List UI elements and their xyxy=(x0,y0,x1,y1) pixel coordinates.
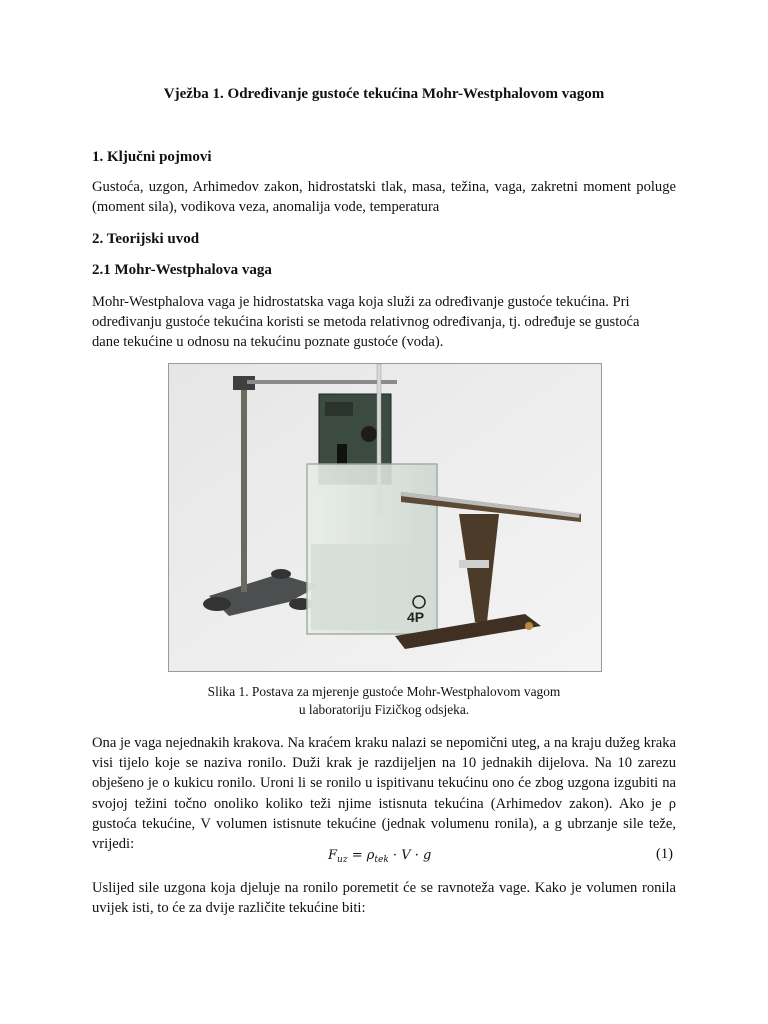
equation-rhs-rho: = ρ xyxy=(351,848,375,863)
intro-paragraph: Mohr-Westphalova vaga je hidrostatska vaga koja služi za određivanje gustoće tekućina. Pri određivanju gustoće tekućina koristi se metoda relativnog određivanja, tj. određuje se gustoća dane tekućine u odnosu na tekućinu poznate gustoće (voda). xyxy=(92,294,640,351)
equation-rhs-rest: · V · g xyxy=(388,848,432,863)
section-heading-theory: 2. Teorijski uvod xyxy=(92,231,200,247)
figure-caption xyxy=(168,683,600,719)
figure-caption-line-2: u laboratoriju Fizičkog odsjeka. xyxy=(298,702,470,717)
equation-buoyancy xyxy=(328,848,431,865)
page-title: Vježba 1. Određivanje gustoće tekućina Mohr-Westphalovom vagom xyxy=(163,86,605,102)
section-heading-key-terms: 1. Ključni pojmovi xyxy=(92,149,212,165)
body-paragraph-1: Ona je vaga nejednakih krakova. Na kraćem kraku nalazi se nepomični uteg, a na kraju dužeg kraka visi tijelo koje se naziva ronilo. Duži krak je razdijeljen na 10 jednakih dijelova. Na 10 zarezu obješeno je o kukicu ronilo. Uroni li se ronilo u ispitivanu tekućinu ono će zbog uzgona izgubiti na svojoj težini točno onoliko koliko teži njime istisnuta tekućina (Arhimedov zakon). Ako je ρ gustoća tekućine, V volumen istisnute tekućine (jednak volumenu ronila), a g ubrzanje sile teže, vrijedi: xyxy=(92,735,676,853)
equation-lhs: F xyxy=(328,848,338,863)
equation-rhs-subscript: tek xyxy=(374,855,389,865)
apparatus-illustration xyxy=(169,364,601,671)
equation-number: (1) xyxy=(656,846,674,862)
key-terms-paragraph: Gustoća, uzgon, Arhimedov zakon, hidrostatski tlak, masa, težina, vaga, zakretni moment poluge (moment sila), vodikova veza, anomalija vode, temperatura xyxy=(92,179,676,216)
figure-caption-line-1: Slika 1. Postava za mjerenje gustoće Mohr-Westphalovom vagom xyxy=(207,684,561,699)
body-paragraph-2: Uslijed sile uzgona koja djeluje na ronilo poremetit će se ravnoteža vage. Kako je volumen ronila uvijek isti, to će za dvije različite tekućine biti: xyxy=(92,880,676,917)
subsection-heading-balance: 2.1 Mohr-Westphalova vaga xyxy=(92,262,272,278)
beaker-label: 4P xyxy=(407,609,425,625)
apparatus-photo xyxy=(168,363,602,672)
equation-lhs-subscript: uz xyxy=(337,855,348,865)
